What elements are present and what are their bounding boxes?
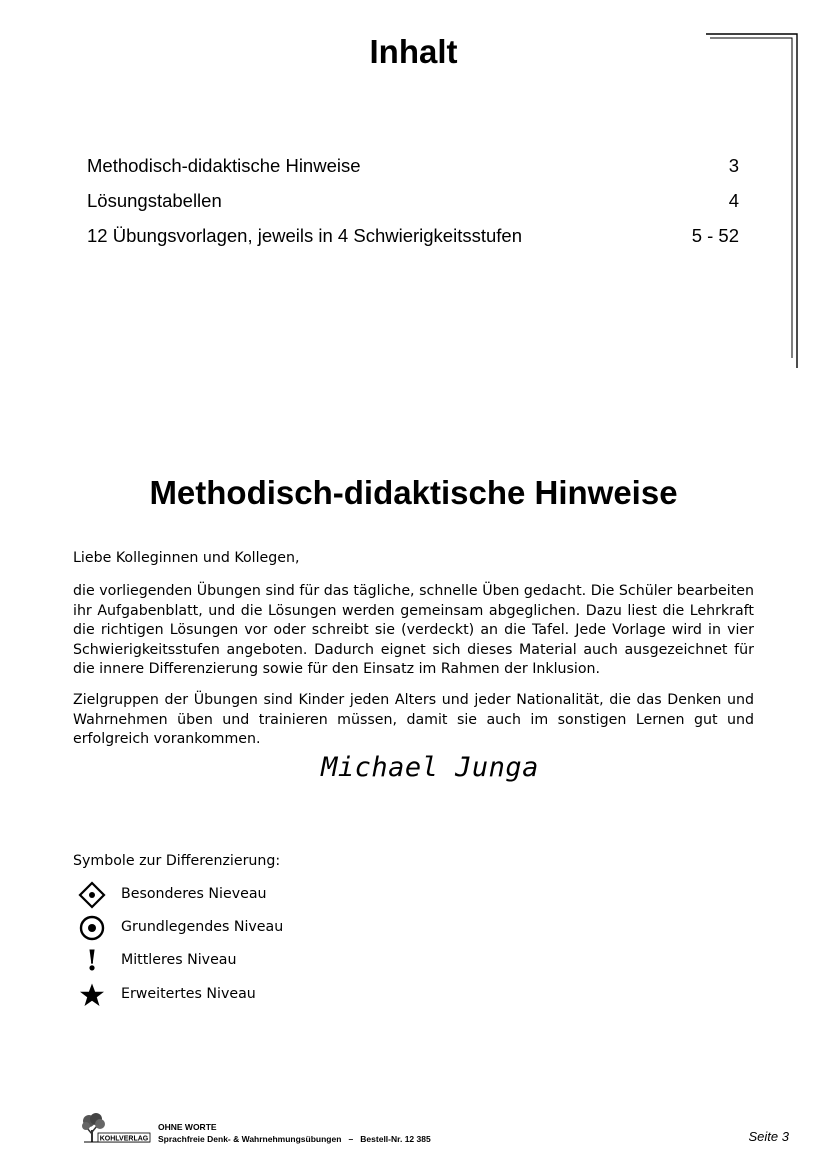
toc-entry bbox=[87, 218, 739, 253]
paragraph bbox=[73, 691, 754, 750]
greeting bbox=[73, 549, 754, 569]
publisher-logo-text: KOHLVERLAG bbox=[99, 1135, 149, 1143]
footer-series: OHNE WORTE bbox=[158, 1122, 217, 1132]
symbols-heading: Symbole zur Differenzierung: bbox=[73, 853, 281, 869]
symbol-label: Grundlegendes Niveau bbox=[121, 919, 284, 935]
toc-entry bbox=[87, 183, 739, 218]
symbol-label: Erweitertes Niveau bbox=[121, 986, 256, 1002]
toc-entry bbox=[87, 148, 739, 183]
toc-entry-label: Methodisch-didaktische Hinweise bbox=[87, 155, 361, 176]
symbol-legend-item bbox=[73, 980, 473, 1010]
exclamation-icon: ! bbox=[85, 944, 99, 977]
symbol-label: Besonderes Nieveau bbox=[121, 886, 267, 902]
toc-entry-label: Lösungstabellen bbox=[87, 190, 222, 211]
toc-entry-page: 3 bbox=[728, 155, 739, 176]
circle-dot-icon bbox=[77, 913, 107, 943]
symbol-legend-item bbox=[73, 913, 473, 943]
signature: Michael Junga bbox=[321, 752, 539, 783]
footer-info bbox=[158, 1121, 431, 1145]
paragraph-text: Zielgruppen der Übungen sind Kinder jeden Alters und jeder Nationalität, die das Denken und Wahrnehmen üben und trainieren müssen, damit sie auch im sonstigen Lernen gut und erfolgreich vorankommen. bbox=[73, 692, 754, 747]
greeting-text: Liebe Kolleginnen und Kollegen, bbox=[73, 550, 300, 566]
toc-title: Inhalt bbox=[369, 33, 458, 70]
star-icon bbox=[77, 980, 107, 1010]
paragraph-text: die vorliegenden Übungen sind für das tägliche, schnelle Üben gedacht. Die Schüler bearbeiten ihr Aufgabenblatt, und die Lösungen werden gemeinsam abgeglichen. Dazu liest die Lehrkraft die richtigen Lösungen vor oder schreibt sie (verdeckt) an die Tafel. Jede Vorlage wird in vier Schwierigkeitsstufen angeboten. Dadurch eignet sich dieses Material auch ausgezeichnet für die innere Differenzierung sowie für den Einsatz im Rahmen der Inklusion. bbox=[73, 583, 754, 677]
section-title: Methodisch-didaktische Hinweise bbox=[149, 474, 678, 511]
symbol-legend-item bbox=[73, 946, 473, 976]
paragraph bbox=[73, 582, 754, 680]
symbol-label: Mittleres Niveau bbox=[121, 952, 237, 968]
toc-entry-page: 5 - 52 bbox=[691, 225, 739, 246]
toc-entry-label: 12 Übungsvorlagen, jeweils in 4 Schwierigkeitsstufen bbox=[87, 225, 522, 246]
symbol-legend-item bbox=[73, 880, 473, 910]
page-number: Seite 3 bbox=[748, 1129, 789, 1144]
diamond-dot-icon bbox=[77, 880, 107, 910]
footer-product: Sprachfreie Denk- & Wahrnehmungsübungen – Bestell-Nr. 12 385 bbox=[158, 1134, 431, 1144]
publisher-logo bbox=[80, 1112, 152, 1148]
table-of-contents bbox=[87, 148, 739, 253]
toc-entry-page: 4 bbox=[728, 190, 739, 211]
